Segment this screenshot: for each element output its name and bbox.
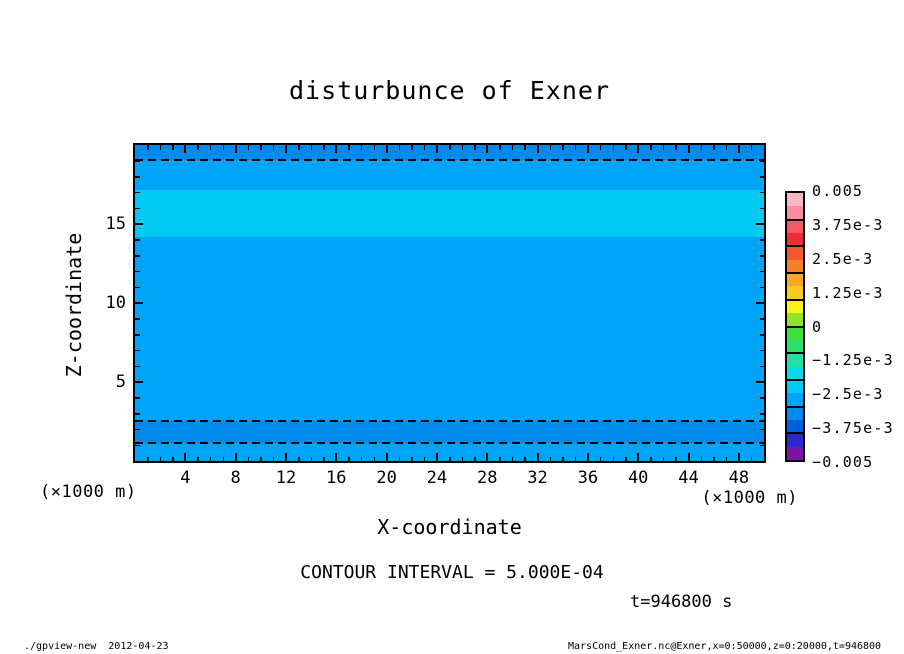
x-axis-tick-label: 24	[426, 468, 448, 488]
x-minor-tick	[726, 145, 728, 150]
footer-source-text: MarsCond_Exner.nc@Exner,x=0:50000,z=0:20000,t=946800	[568, 641, 882, 652]
x-major-tick	[537, 145, 539, 153]
x-major-tick	[688, 145, 690, 153]
y-minor-tick	[760, 429, 765, 431]
colorbar-segment	[787, 433, 803, 447]
x-major-tick	[285, 145, 287, 153]
x-major-tick	[637, 145, 639, 153]
x-minor-tick	[248, 457, 250, 462]
contour-fill-band	[135, 421, 764, 443]
x-minor-tick	[562, 457, 564, 462]
x-minor-tick	[613, 145, 615, 150]
x-minor-tick	[550, 145, 552, 150]
x-axis-tick-label: 40	[627, 468, 649, 488]
dashed-contour-line	[135, 442, 764, 444]
x-minor-tick	[474, 145, 476, 150]
y-axis-tick-label: 15	[105, 214, 126, 234]
colorbar-divider-line	[787, 299, 803, 301]
x-minor-tick	[348, 145, 350, 150]
x-major-tick	[235, 453, 237, 461]
colorbar-tick-label: −3.75e-3	[812, 419, 894, 438]
x-major-tick	[486, 453, 488, 461]
x-minor-tick	[374, 145, 376, 150]
colorbar-segment	[787, 220, 803, 234]
x-minor-tick	[512, 145, 514, 150]
x-minor-tick	[147, 457, 149, 462]
x-minor-tick	[411, 145, 413, 150]
colorbar-tick-label: 0	[812, 317, 823, 336]
colorbar-divider-line	[787, 379, 803, 381]
x-minor-tick	[248, 145, 250, 150]
x-minor-tick	[600, 145, 602, 150]
plot-title: disturbunce of Exner	[288, 76, 611, 105]
x-minor-tick	[210, 457, 212, 462]
x-major-tick	[184, 145, 186, 153]
x-minor-tick	[399, 457, 401, 462]
x-axis-tick-label: 4	[180, 468, 191, 488]
y-minor-tick	[135, 397, 140, 399]
x-minor-tick	[348, 457, 350, 462]
colorbar-segment	[787, 246, 803, 260]
x-minor-tick	[600, 457, 602, 462]
x-minor-tick	[499, 145, 501, 150]
y-minor-tick	[760, 334, 765, 336]
x-minor-tick	[701, 457, 703, 462]
contour-fill-band	[135, 160, 764, 190]
x-axis-title: X-coordinate	[377, 515, 522, 539]
y-major-tick	[756, 381, 764, 383]
x-minor-tick	[701, 145, 703, 150]
y-minor-tick	[135, 445, 140, 447]
x-minor-tick	[298, 145, 300, 150]
colorbar-segment	[787, 447, 803, 461]
x-major-tick	[587, 145, 589, 153]
x-minor-tick	[197, 457, 199, 462]
colorbar	[785, 191, 805, 462]
y-minor-tick	[135, 271, 140, 273]
x-major-tick	[688, 453, 690, 461]
x-major-tick	[486, 145, 488, 153]
colorbar-tick-label: −0.005	[812, 453, 874, 471]
x-axis-units-label: (×1000 m)	[701, 488, 798, 508]
x-minor-tick	[726, 457, 728, 462]
y-minor-tick	[135, 334, 140, 336]
x-major-tick	[587, 453, 589, 461]
y-minor-tick	[760, 350, 765, 352]
x-major-tick	[335, 453, 337, 461]
colorbar-tick-label: 2.5e-3	[812, 249, 874, 268]
x-minor-tick	[575, 457, 577, 462]
x-minor-tick	[524, 457, 526, 462]
x-axis-tick-label: 32	[527, 468, 548, 488]
x-minor-tick	[462, 145, 464, 150]
colorbar-segment	[787, 327, 803, 341]
y-minor-tick	[135, 160, 140, 162]
y-minor-tick	[760, 176, 765, 178]
y-minor-tick	[135, 413, 140, 415]
y-minor-tick	[760, 318, 765, 320]
contour-fill-band	[135, 237, 764, 421]
y-minor-tick	[760, 208, 765, 210]
x-axis-tick-label: 28	[476, 468, 498, 488]
y-axis-title: Z-coordinate	[62, 232, 86, 378]
x-minor-tick	[650, 457, 652, 462]
x-axis-tick-label: 48	[728, 468, 750, 488]
x-minor-tick	[260, 145, 262, 150]
dashed-contour-line	[135, 159, 764, 161]
x-axis-tick-label: 44	[678, 468, 699, 488]
colorbar-tick-label: 1.25e-3	[812, 283, 884, 302]
colorbar-divider-line	[787, 326, 803, 328]
x-minor-tick	[625, 145, 627, 150]
y-minor-tick	[760, 271, 765, 273]
colorbar-divider-line	[787, 432, 803, 434]
x-major-tick	[738, 145, 740, 153]
y-minor-tick	[760, 366, 765, 368]
colorbar-divider-line	[787, 406, 803, 408]
x-major-tick	[335, 145, 337, 153]
x-major-tick	[386, 453, 388, 461]
y-minor-tick	[760, 413, 765, 415]
y-minor-tick	[135, 429, 140, 431]
x-minor-tick	[550, 457, 552, 462]
colorbar-segment	[787, 273, 803, 287]
y-minor-tick	[135, 192, 140, 194]
y-major-tick	[756, 302, 764, 304]
y-minor-tick	[135, 176, 140, 178]
x-major-tick	[436, 453, 438, 461]
x-minor-tick	[424, 145, 426, 150]
x-major-tick	[537, 453, 539, 461]
x-minor-tick	[399, 145, 401, 150]
x-minor-tick	[650, 145, 652, 150]
x-axis-tick-label: 8	[230, 468, 241, 488]
x-minor-tick	[411, 457, 413, 462]
y-minor-tick	[760, 445, 765, 447]
y-minor-tick	[135, 239, 140, 241]
x-minor-tick	[160, 457, 162, 462]
plot-area	[133, 143, 766, 463]
colorbar-segment	[787, 407, 803, 421]
x-minor-tick	[562, 145, 564, 150]
x-minor-tick	[172, 145, 174, 150]
colorbar-divider-line	[787, 352, 803, 354]
y-minor-tick	[135, 350, 140, 352]
x-minor-tick	[273, 145, 275, 150]
x-minor-tick	[424, 457, 426, 462]
time-stamp-text: t=946800 s	[630, 592, 733, 612]
colorbar-tick-label: −2.5e-3	[812, 385, 884, 404]
dashed-contour-line	[135, 420, 764, 422]
x-minor-tick	[575, 145, 577, 150]
x-minor-tick	[273, 457, 275, 462]
x-minor-tick	[713, 457, 715, 462]
x-axis-tick-label: 20	[376, 468, 397, 488]
colorbar-segment	[787, 300, 803, 314]
y-minor-tick	[760, 397, 765, 399]
colorbar-tick-label: 0.005	[812, 182, 864, 200]
x-minor-tick	[223, 457, 225, 462]
colorbar-segment	[787, 193, 803, 207]
x-major-tick	[637, 453, 639, 461]
y-minor-tick	[760, 192, 765, 194]
y-axis-tick-label: 5	[115, 372, 126, 392]
x-minor-tick	[298, 457, 300, 462]
x-axis-tick-label: 16	[326, 468, 347, 488]
colorbar-tick-label: 3.75e-3	[812, 215, 884, 234]
x-minor-tick	[663, 145, 665, 150]
y-major-tick	[135, 381, 143, 383]
colorbar-divider-line	[787, 272, 803, 274]
x-major-tick	[235, 145, 237, 153]
x-minor-tick	[512, 457, 514, 462]
x-minor-tick	[197, 145, 199, 150]
x-minor-tick	[311, 457, 313, 462]
y-minor-tick	[135, 287, 140, 289]
x-minor-tick	[713, 145, 715, 150]
x-minor-tick	[361, 145, 363, 150]
y-minor-tick	[135, 208, 140, 210]
x-minor-tick	[361, 457, 363, 462]
y-major-tick	[135, 302, 143, 304]
x-minor-tick	[323, 145, 325, 150]
x-minor-tick	[323, 457, 325, 462]
colorbar-segment	[787, 380, 803, 394]
y-minor-tick	[135, 255, 140, 257]
colorbar-divider-line	[787, 219, 803, 221]
colorbar-divider-line	[787, 245, 803, 247]
x-minor-tick	[260, 457, 262, 462]
contour-field	[135, 145, 764, 461]
x-minor-tick	[499, 457, 501, 462]
x-minor-tick	[462, 457, 464, 462]
y-axis-units-label: (×1000 m)	[40, 482, 137, 502]
x-minor-tick	[449, 145, 451, 150]
y-minor-tick	[760, 287, 765, 289]
x-minor-tick	[524, 145, 526, 150]
footer-command-text: ./gpview-new 2012-04-23	[24, 641, 169, 652]
x-axis-tick-label: 12	[275, 468, 297, 488]
x-major-tick	[436, 145, 438, 153]
x-minor-tick	[751, 145, 753, 150]
x-minor-tick	[625, 457, 627, 462]
y-minor-tick	[760, 255, 765, 257]
x-minor-tick	[474, 457, 476, 462]
x-minor-tick	[311, 145, 313, 150]
y-minor-tick	[135, 366, 140, 368]
x-minor-tick	[449, 457, 451, 462]
colorbar-tick-label: −1.25e-3	[812, 351, 894, 370]
x-minor-tick	[160, 145, 162, 150]
x-minor-tick	[675, 145, 677, 150]
x-major-tick	[386, 145, 388, 153]
x-minor-tick	[663, 457, 665, 462]
x-minor-tick	[210, 145, 212, 150]
x-axis-tick-label: 36	[577, 468, 599, 488]
x-minor-tick	[172, 457, 174, 462]
y-minor-tick	[760, 160, 765, 162]
y-axis-tick-label: 10	[105, 293, 126, 313]
y-major-tick	[756, 223, 764, 225]
x-minor-tick	[374, 457, 376, 462]
x-major-tick	[184, 453, 186, 461]
x-minor-tick	[613, 457, 615, 462]
y-major-tick	[135, 223, 143, 225]
x-major-tick	[738, 453, 740, 461]
x-minor-tick	[223, 145, 225, 150]
colorbar-segment	[787, 353, 803, 367]
y-minor-tick	[135, 318, 140, 320]
x-minor-tick	[675, 457, 677, 462]
y-minor-tick	[760, 239, 765, 241]
x-minor-tick	[751, 457, 753, 462]
x-major-tick	[285, 453, 287, 461]
contour-interval-text: CONTOUR INTERVAL = 5.000E-04	[300, 562, 604, 583]
x-minor-tick	[147, 145, 149, 150]
contour-fill-band	[135, 190, 764, 237]
